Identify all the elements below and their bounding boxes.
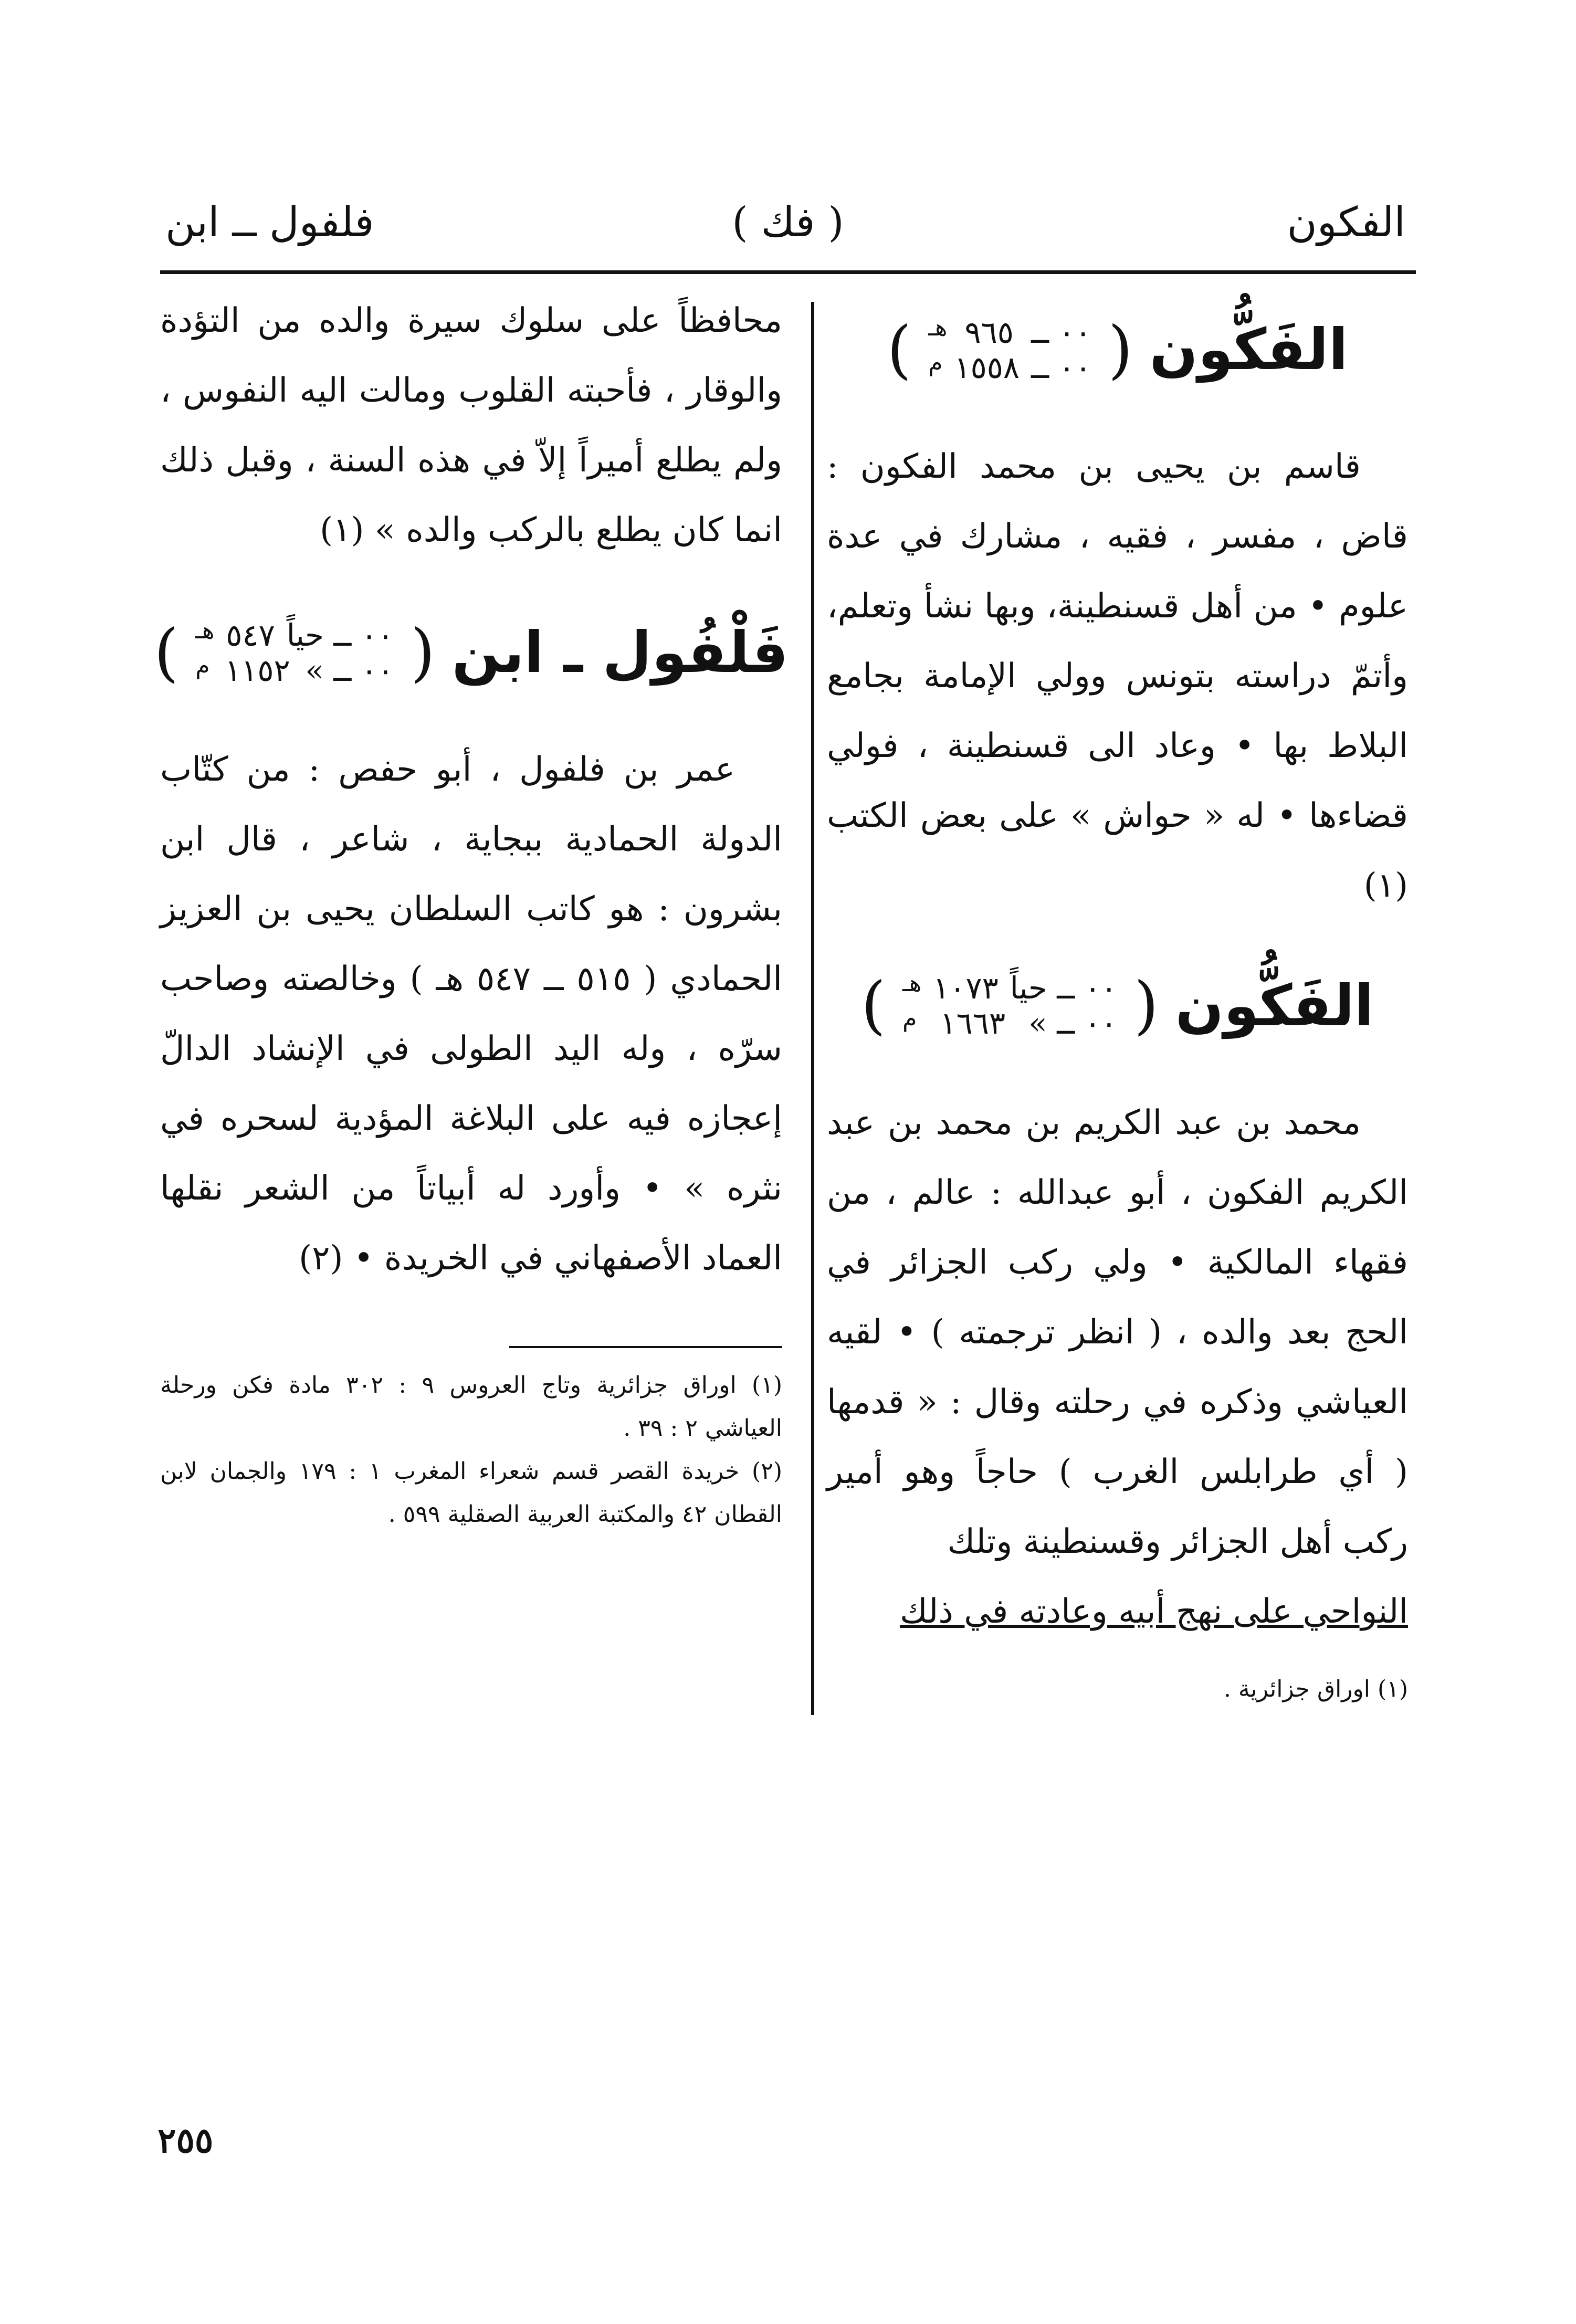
- footnote: (١) اوراق جزائرية وتاج العروس ٩ : ٣٠٢ مادة فكن ورحلة العياشي ٢ : ٣٩ .: [160, 1372, 782, 1442]
- entry-body: عمر بن فلفول ، أبو حفص : من كتّاب الدولة الحمادية ببجاية ، شاعر ، قال ابن بشرون : هو كاتب السلطان يحيى بن العزيز الحمادي ( ٥١٥ ــ ٥٤٧ هـ ) وخالصته وصاحب سرّه ، وله اليد الطولى في الإنشاد الدالّ إعجازه فيه على البلاغة المؤدية لسحره في نثره » • وأورد له أبياتاً من الشعر نقلها العماد الأصفهاني في الخريدة • (٢): [160, 750, 782, 1278]
- close-paren: ): [154, 616, 179, 689]
- date-prefix: ٠٠ ــ: [1031, 349, 1091, 385]
- date-year: ١١٥٢: [225, 652, 290, 688]
- footnote: (١) اوراق جزائرية .: [1223, 1675, 1408, 1702]
- date-prefix: ٠٠ ــ »: [1028, 1005, 1117, 1042]
- date-unit: هـ: [902, 970, 922, 997]
- date-unit: م: [195, 652, 210, 679]
- running-header-left: فلفول ــ ابن: [165, 199, 374, 246]
- entry-heading: [827, 315, 1408, 385]
- date-gregorian: [928, 350, 1091, 385]
- entry-dates: [902, 971, 1117, 1040]
- entry-name: الفَكُّون: [1149, 317, 1348, 383]
- date-prefix: ٠٠ ــ حياً: [286, 617, 394, 653]
- entry-body: قاسم بن يحيى بن محمد الفكون : قاض ، مفسر ، فقيه ، مشارك في عدة علوم • من أهل قسنطينة، وبها نشأ وتعلم، وأتمّ دراسته بتونس وولي الإمامة بجامع البلاط بها • وعاد الى قسنطينة ، فولي قضاءها • له « حواش » على بعض الكتب (١): [827, 447, 1408, 906]
- date-year: ١٥٥٨: [954, 349, 1020, 385]
- date-hijri: [902, 971, 1117, 1006]
- date-unit: هـ: [928, 314, 948, 341]
- date-prefix: ٠٠ ــ »: [305, 652, 394, 688]
- open-paren: (: [1108, 313, 1133, 386]
- date-prefix: ٠٠ ــ حياً: [1010, 970, 1117, 1006]
- date-year: ٥٤٧: [226, 617, 275, 653]
- entry-name: فَلْفُول ـ ابن: [451, 620, 789, 686]
- entry-body-last-line: النواحي على نهج أبيه وعادته في ذلك: [899, 1592, 1408, 1631]
- entry-dates: [928, 315, 1091, 385]
- open-paren: (: [1133, 969, 1159, 1043]
- date-unit: م: [928, 349, 943, 376]
- entry-heading: [827, 969, 1408, 1043]
- footnote: (٢) خريدة القصر قسم شعراء المغرب ١ : ١٧٩ والجمان لابن القطان ٤٢ والمكتبة العربية الصقلية ٥٩٩ .: [160, 1458, 783, 1528]
- column-divider: [811, 302, 814, 1715]
- date-unit: هـ: [195, 617, 215, 644]
- entry-dates: [195, 618, 394, 688]
- date-year: ٩٦٥: [964, 314, 1014, 350]
- open-paren: (: [410, 616, 435, 689]
- date-hijri: [195, 618, 394, 653]
- date-unit: م: [902, 1005, 917, 1033]
- date-gregorian: [195, 653, 394, 688]
- entry-heading: [154, 616, 789, 689]
- date-gregorian: [902, 1006, 1117, 1041]
- entry-name: الفَكُّون: [1175, 973, 1374, 1039]
- footnote-rule: [509, 1346, 782, 1348]
- running-header-right: الفكون: [1287, 199, 1405, 246]
- entry-body: محمد بن عبد الكريم بن محمد بن عبد الكريم الفكون ، أبو عبدالله : عالم ، من فقهاء المالكية • ولي ركب الجزائر في الحج بعد والده ، ( انظر ترجمته ) • لقيه العياشي وذكره في رحلته وقال : « قدمها ( أي طرابلس الغرب ) حاجاً وهو أمير ركب أهل الجزائر وقسنطينة وتلك: [827, 1103, 1408, 1561]
- close-paren: ): [887, 313, 912, 386]
- date-hijri: [928, 315, 1091, 350]
- running-header-center: ( فك ): [732, 199, 844, 246]
- right-column: [827, 286, 1408, 1711]
- page-number: ٢٥٥: [157, 2120, 214, 2161]
- date-year: ١٠٧٣: [933, 970, 999, 1006]
- date-year: ١٦٦٣: [940, 1005, 1006, 1042]
- continued-text: محافظاً على سلوك سيرة والده من التؤدة والوقار ، فأحبته القلوب ومالت اليه النفوس ، ولم يطلع أميراً إلاّ في هذه السنة ، وقبل ذلك انما كان يطلع بالركب والده » (١): [160, 301, 782, 550]
- left-column: [154, 286, 789, 1536]
- close-paren: ): [861, 969, 886, 1043]
- date-prefix: ٠٠ ــ: [1031, 314, 1091, 350]
- header-rule: [160, 270, 1416, 274]
